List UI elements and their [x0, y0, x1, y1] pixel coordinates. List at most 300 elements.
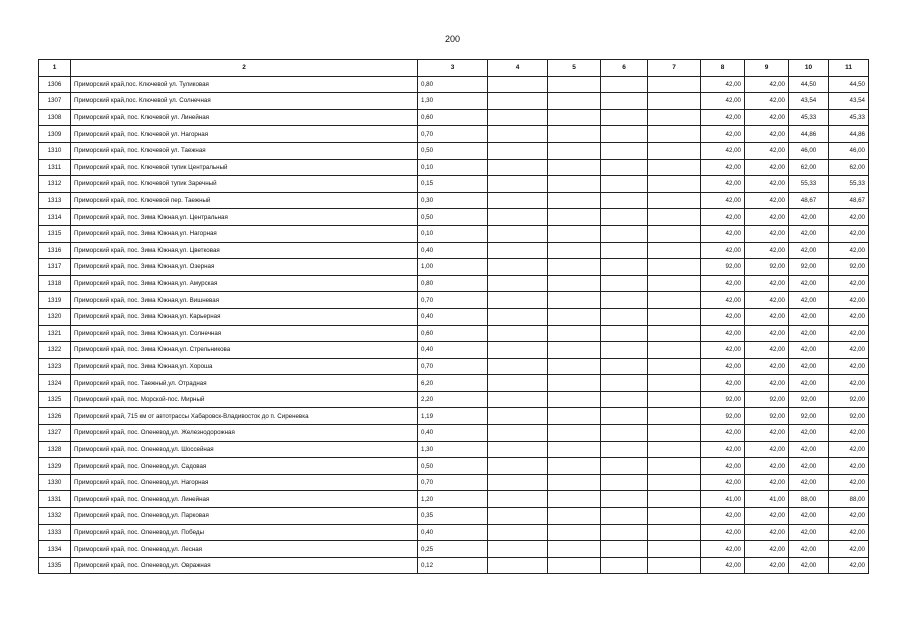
col7-cell [648, 441, 701, 458]
col11-cell: 44,50 [829, 76, 869, 93]
row-number-cell: 1313 [39, 192, 71, 209]
col6-cell [601, 176, 648, 193]
col9-cell: 41,00 [745, 491, 789, 508]
col10-cell: 92,00 [789, 408, 829, 425]
row-number-cell: 1307 [39, 93, 71, 110]
col4-cell [488, 425, 548, 442]
table-row [39, 557, 869, 574]
col6-cell [601, 109, 648, 126]
col11-cell: 42,00 [829, 508, 869, 525]
col9-cell: 42,00 [745, 109, 789, 126]
col7-cell [648, 458, 701, 475]
col8-cell: 92,00 [701, 408, 745, 425]
col5-cell [548, 425, 601, 442]
col7-cell [648, 408, 701, 425]
col11-cell: 42,00 [829, 275, 869, 292]
col9-cell: 42,00 [745, 93, 789, 110]
col5-cell [548, 524, 601, 541]
column-header: 6 [601, 60, 648, 77]
col7-cell [648, 142, 701, 159]
col4-cell [488, 176, 548, 193]
col10-cell: 62,00 [789, 159, 829, 176]
col5-cell [548, 142, 601, 159]
col5-cell [548, 275, 601, 292]
col9-cell: 42,00 [745, 524, 789, 541]
col7-cell [648, 126, 701, 143]
table-row [39, 76, 869, 93]
table-row [39, 93, 869, 110]
col5-cell [548, 259, 601, 276]
col8-cell: 41,00 [701, 491, 745, 508]
col4-cell [488, 259, 548, 276]
col4-cell [488, 474, 548, 491]
col4-cell [488, 358, 548, 375]
col11-cell: 42,00 [829, 358, 869, 375]
table-row [39, 308, 869, 325]
col9-cell: 42,00 [745, 375, 789, 392]
col11-cell: 88,00 [829, 491, 869, 508]
col7-cell [648, 242, 701, 259]
col9-cell: 42,00 [745, 508, 789, 525]
col6-cell [601, 458, 648, 475]
length-cell: 0,40 [418, 524, 488, 541]
col4-cell [488, 541, 548, 558]
col5-cell [548, 342, 601, 359]
col9-cell: 42,00 [745, 142, 789, 159]
col5-cell [548, 391, 601, 408]
col10-cell: 42,00 [789, 474, 829, 491]
col11-cell: 92,00 [829, 259, 869, 276]
table-row [39, 126, 869, 143]
col8-cell: 42,00 [701, 159, 745, 176]
col6-cell [601, 425, 648, 442]
address-cell: Приморский край, пос. Оленевод,ул. Железнодорожная [71, 425, 418, 442]
col5-cell [548, 308, 601, 325]
table-row [39, 109, 869, 126]
col11-cell: 92,00 [829, 391, 869, 408]
col5-cell [548, 209, 601, 226]
col9-cell: 42,00 [745, 275, 789, 292]
address-cell: Приморский край, пос. Оленевод,ул. Парковая [71, 508, 418, 525]
col8-cell: 42,00 [701, 325, 745, 342]
col10-cell: 42,00 [789, 292, 829, 309]
col6-cell [601, 441, 648, 458]
table-row [39, 491, 869, 508]
col8-cell: 42,00 [701, 541, 745, 558]
col9-cell: 42,00 [745, 541, 789, 558]
col7-cell [648, 541, 701, 558]
col8-cell: 42,00 [701, 425, 745, 442]
col5-cell [548, 325, 601, 342]
col6-cell [601, 508, 648, 525]
col5-cell [548, 109, 601, 126]
col6-cell [601, 209, 648, 226]
col4-cell [488, 275, 548, 292]
address-cell: Приморский край, 715 км от автотрассы Хабаровск-Владивосток до п. Сиреневка [71, 408, 418, 425]
col11-cell: 43,54 [829, 93, 869, 110]
address-cell: Приморский край,пос. Ключевой ул. Солнечная [71, 93, 418, 110]
col6-cell [601, 375, 648, 392]
col4-cell [488, 557, 548, 574]
col7-cell [648, 474, 701, 491]
row-number-cell: 1309 [39, 126, 71, 143]
col7-cell [648, 391, 701, 408]
col11-cell: 44,86 [829, 126, 869, 143]
col10-cell: 44,50 [789, 76, 829, 93]
col8-cell: 42,00 [701, 508, 745, 525]
length-cell: 0,40 [418, 425, 488, 442]
length-cell: 0,70 [418, 126, 488, 143]
col7-cell [648, 375, 701, 392]
col8-cell: 42,00 [701, 342, 745, 359]
address-cell: Приморский край, пос. Оленевод,ул. Лесная [71, 541, 418, 558]
col6-cell [601, 126, 648, 143]
address-cell: Приморский край, пос. Ключевой тупик Заречный [71, 176, 418, 193]
col9-cell: 42,00 [745, 76, 789, 93]
column-header: 4 [488, 60, 548, 77]
col10-cell: 44,86 [789, 126, 829, 143]
col11-cell: 42,00 [829, 375, 869, 392]
col9-cell: 42,00 [745, 358, 789, 375]
address-cell: Приморский край, пос. Оленевод,ул. Садовая [71, 458, 418, 475]
col10-cell: 55,33 [789, 176, 829, 193]
col10-cell: 88,00 [789, 491, 829, 508]
table-row [39, 176, 869, 193]
row-number-cell: 1306 [39, 76, 71, 93]
col8-cell: 42,00 [701, 275, 745, 292]
col4-cell [488, 391, 548, 408]
col9-cell: 92,00 [745, 259, 789, 276]
row-number-cell: 1328 [39, 441, 71, 458]
col6-cell [601, 242, 648, 259]
column-header: 2 [71, 60, 418, 77]
table-row [39, 408, 869, 425]
length-cell: 0,70 [418, 358, 488, 375]
col4-cell [488, 142, 548, 159]
length-cell: 0,10 [418, 159, 488, 176]
col4-cell [488, 126, 548, 143]
row-number-cell: 1330 [39, 474, 71, 491]
length-cell: 0,70 [418, 292, 488, 309]
col11-cell: 42,00 [829, 209, 869, 226]
col6-cell [601, 192, 648, 209]
table-body [39, 76, 869, 574]
page-number: 200 [444, 34, 461, 44]
col5-cell [548, 358, 601, 375]
col6-cell [601, 474, 648, 491]
address-cell: Приморский край, пос. Зима Южная,ул. Вишневая [71, 292, 418, 309]
address-cell: Приморский край, пос. Оленевод,ул. Нагорная [71, 474, 418, 491]
row-number-cell: 1333 [39, 524, 71, 541]
col8-cell: 42,00 [701, 209, 745, 226]
col10-cell: 92,00 [789, 259, 829, 276]
table-row [39, 474, 869, 491]
col4-cell [488, 93, 548, 110]
col7-cell [648, 76, 701, 93]
table-row [39, 192, 869, 209]
address-cell: Приморский край, пос. Зима Южная,ул. Цветковая [71, 242, 418, 259]
table-row [39, 292, 869, 309]
col8-cell: 42,00 [701, 524, 745, 541]
length-cell: 0,12 [418, 557, 488, 574]
col9-cell: 42,00 [745, 209, 789, 226]
col8-cell: 42,00 [701, 126, 745, 143]
col9-cell: 42,00 [745, 225, 789, 242]
row-number-cell: 1319 [39, 292, 71, 309]
col9-cell: 42,00 [745, 242, 789, 259]
col4-cell [488, 308, 548, 325]
col10-cell: 42,00 [789, 524, 829, 541]
col7-cell [648, 176, 701, 193]
length-cell: 0,35 [418, 508, 488, 525]
col10-cell: 42,00 [789, 375, 829, 392]
length-cell: 0,40 [418, 242, 488, 259]
col9-cell: 42,00 [745, 441, 789, 458]
col9-cell: 42,00 [745, 308, 789, 325]
col10-cell: 42,00 [789, 508, 829, 525]
col9-cell: 42,00 [745, 557, 789, 574]
col9-cell: 42,00 [745, 192, 789, 209]
col11-cell: 92,00 [829, 408, 869, 425]
col4-cell [488, 225, 548, 242]
col7-cell [648, 159, 701, 176]
col8-cell: 92,00 [701, 391, 745, 408]
header-row [39, 60, 869, 77]
col11-cell: 48,67 [829, 192, 869, 209]
column-header: 10 [789, 60, 829, 77]
col4-cell [488, 109, 548, 126]
col8-cell: 42,00 [701, 192, 745, 209]
col6-cell [601, 308, 648, 325]
row-number-cell: 1324 [39, 375, 71, 392]
col11-cell: 42,00 [829, 541, 869, 558]
col7-cell [648, 557, 701, 574]
row-number-cell: 1321 [39, 325, 71, 342]
col8-cell: 42,00 [701, 441, 745, 458]
col6-cell [601, 159, 648, 176]
col10-cell: 42,00 [789, 242, 829, 259]
col9-cell: 42,00 [745, 126, 789, 143]
col10-cell: 42,00 [789, 541, 829, 558]
length-cell: 2,20 [418, 391, 488, 408]
table-row [39, 325, 869, 342]
col5-cell [548, 126, 601, 143]
col10-cell: 42,00 [789, 225, 829, 242]
col4-cell [488, 441, 548, 458]
address-cell: Приморский край, пос. Зима Южная,ул. Центральная [71, 209, 418, 226]
col6-cell [601, 541, 648, 558]
row-number-cell: 1316 [39, 242, 71, 259]
col5-cell [548, 458, 601, 475]
col5-cell [548, 375, 601, 392]
row-number-cell: 1329 [39, 458, 71, 475]
col5-cell [548, 225, 601, 242]
col10-cell: 42,00 [789, 441, 829, 458]
col5-cell [548, 441, 601, 458]
length-cell: 0,80 [418, 76, 488, 93]
col10-cell: 42,00 [789, 325, 829, 342]
col9-cell: 42,00 [745, 176, 789, 193]
col10-cell: 42,00 [789, 557, 829, 574]
col8-cell: 42,00 [701, 474, 745, 491]
length-cell: 1,00 [418, 259, 488, 276]
row-number-cell: 1326 [39, 408, 71, 425]
address-cell: Приморский край, пос. Оленевод,ул. Победы [71, 524, 418, 541]
row-number-cell: 1332 [39, 508, 71, 525]
length-cell: 0,50 [418, 209, 488, 226]
row-number-cell: 1312 [39, 176, 71, 193]
table-row [39, 142, 869, 159]
col4-cell [488, 508, 548, 525]
address-cell: Приморский край, пос. Оленевод,ул. Овражная [71, 557, 418, 574]
col6-cell [601, 259, 648, 276]
col5-cell [548, 93, 601, 110]
column-header: 11 [829, 60, 869, 77]
col10-cell: 45,33 [789, 109, 829, 126]
col8-cell: 92,00 [701, 259, 745, 276]
col7-cell [648, 109, 701, 126]
col8-cell: 42,00 [701, 358, 745, 375]
col8-cell: 42,00 [701, 93, 745, 110]
table-row [39, 441, 869, 458]
col8-cell: 42,00 [701, 76, 745, 93]
address-cell: Приморский край, пос. Морской-пос. Мирный [71, 391, 418, 408]
col6-cell [601, 408, 648, 425]
col5-cell [548, 242, 601, 259]
address-cell: Приморский край, пос. Ключевой пер. Таежный [71, 192, 418, 209]
col4-cell [488, 325, 548, 342]
address-cell: Приморский край, пос. Оленевод,ул. Шоссейная [71, 441, 418, 458]
col7-cell [648, 292, 701, 309]
col7-cell [648, 342, 701, 359]
address-cell: Приморский край, пос. Зима Южная,ул. Хороша [71, 358, 418, 375]
address-cell: Приморский край, пос. Зима Южная,ул. Солнечная [71, 325, 418, 342]
col11-cell: 42,00 [829, 308, 869, 325]
col9-cell: 42,00 [745, 342, 789, 359]
col11-cell: 62,00 [829, 159, 869, 176]
column-header: 7 [648, 60, 701, 77]
col5-cell [548, 159, 601, 176]
address-cell: Приморский край, пос. Зима Южная,ул. Карьерная [71, 308, 418, 325]
col10-cell: 46,00 [789, 142, 829, 159]
col10-cell: 92,00 [789, 391, 829, 408]
length-cell: 1,20 [418, 491, 488, 508]
col11-cell: 42,00 [829, 441, 869, 458]
col5-cell [548, 474, 601, 491]
col8-cell: 42,00 [701, 292, 745, 309]
col5-cell [548, 557, 601, 574]
row-number-cell: 1310 [39, 142, 71, 159]
col4-cell [488, 209, 548, 226]
row-number-cell: 1322 [39, 342, 71, 359]
col7-cell [648, 508, 701, 525]
col5-cell [548, 541, 601, 558]
col7-cell [648, 425, 701, 442]
length-cell: 1,19 [418, 408, 488, 425]
table-row [39, 209, 869, 226]
col8-cell: 42,00 [701, 176, 745, 193]
col4-cell [488, 342, 548, 359]
column-header: 9 [745, 60, 789, 77]
col11-cell: 55,33 [829, 176, 869, 193]
table-row [39, 225, 869, 242]
col11-cell: 42,00 [829, 292, 869, 309]
col11-cell: 42,00 [829, 225, 869, 242]
col7-cell [648, 524, 701, 541]
column-header: 1 [39, 60, 71, 77]
table-row [39, 358, 869, 375]
address-cell: Приморский край, пос. Ключевой ул. Таежная [71, 142, 418, 159]
col9-cell: 42,00 [745, 458, 789, 475]
col8-cell: 42,00 [701, 458, 745, 475]
address-cell: Приморский край, пос. Оленевод,ул. Линейная [71, 491, 418, 508]
col4-cell [488, 408, 548, 425]
col5-cell [548, 408, 601, 425]
col6-cell [601, 142, 648, 159]
data-table [38, 59, 869, 574]
col11-cell: 42,00 [829, 474, 869, 491]
row-number-cell: 1308 [39, 109, 71, 126]
col7-cell [648, 209, 701, 226]
col9-cell: 42,00 [745, 474, 789, 491]
col7-cell [648, 275, 701, 292]
table-row [39, 425, 869, 442]
col8-cell: 42,00 [701, 242, 745, 259]
length-cell: 0,40 [418, 308, 488, 325]
col4-cell [488, 375, 548, 392]
col6-cell [601, 358, 648, 375]
table-row [39, 275, 869, 292]
col9-cell: 42,00 [745, 425, 789, 442]
address-cell: Приморский край, пос. Зима Южная,ул. Амурская [71, 275, 418, 292]
row-number-cell: 1320 [39, 308, 71, 325]
table-row [39, 458, 869, 475]
col6-cell [601, 93, 648, 110]
col8-cell: 42,00 [701, 225, 745, 242]
col11-cell: 42,00 [829, 458, 869, 475]
col10-cell: 42,00 [789, 275, 829, 292]
col4-cell [488, 192, 548, 209]
col7-cell [648, 259, 701, 276]
table-row [39, 375, 869, 392]
length-cell: 0,50 [418, 142, 488, 159]
length-cell: 0,25 [418, 541, 488, 558]
col6-cell [601, 275, 648, 292]
col6-cell [601, 524, 648, 541]
col7-cell [648, 308, 701, 325]
col8-cell: 42,00 [701, 308, 745, 325]
row-number-cell: 1314 [39, 209, 71, 226]
col6-cell [601, 557, 648, 574]
col11-cell: 46,00 [829, 142, 869, 159]
length-cell: 0,40 [418, 342, 488, 359]
row-number-cell: 1315 [39, 225, 71, 242]
col10-cell: 42,00 [789, 342, 829, 359]
row-number-cell: 1311 [39, 159, 71, 176]
col4-cell [488, 159, 548, 176]
length-cell: 0,80 [418, 275, 488, 292]
table-row [39, 541, 869, 558]
col6-cell [601, 292, 648, 309]
column-header: 8 [701, 60, 745, 77]
col6-cell [601, 491, 648, 508]
col11-cell: 42,00 [829, 425, 869, 442]
row-number-cell: 1317 [39, 259, 71, 276]
address-cell: Приморский край, пос. Зима Южная,ул. Нагорная [71, 225, 418, 242]
address-cell: Приморский край, пос. Ключевой ул. Линейная [71, 109, 418, 126]
col5-cell [548, 76, 601, 93]
col7-cell [648, 93, 701, 110]
